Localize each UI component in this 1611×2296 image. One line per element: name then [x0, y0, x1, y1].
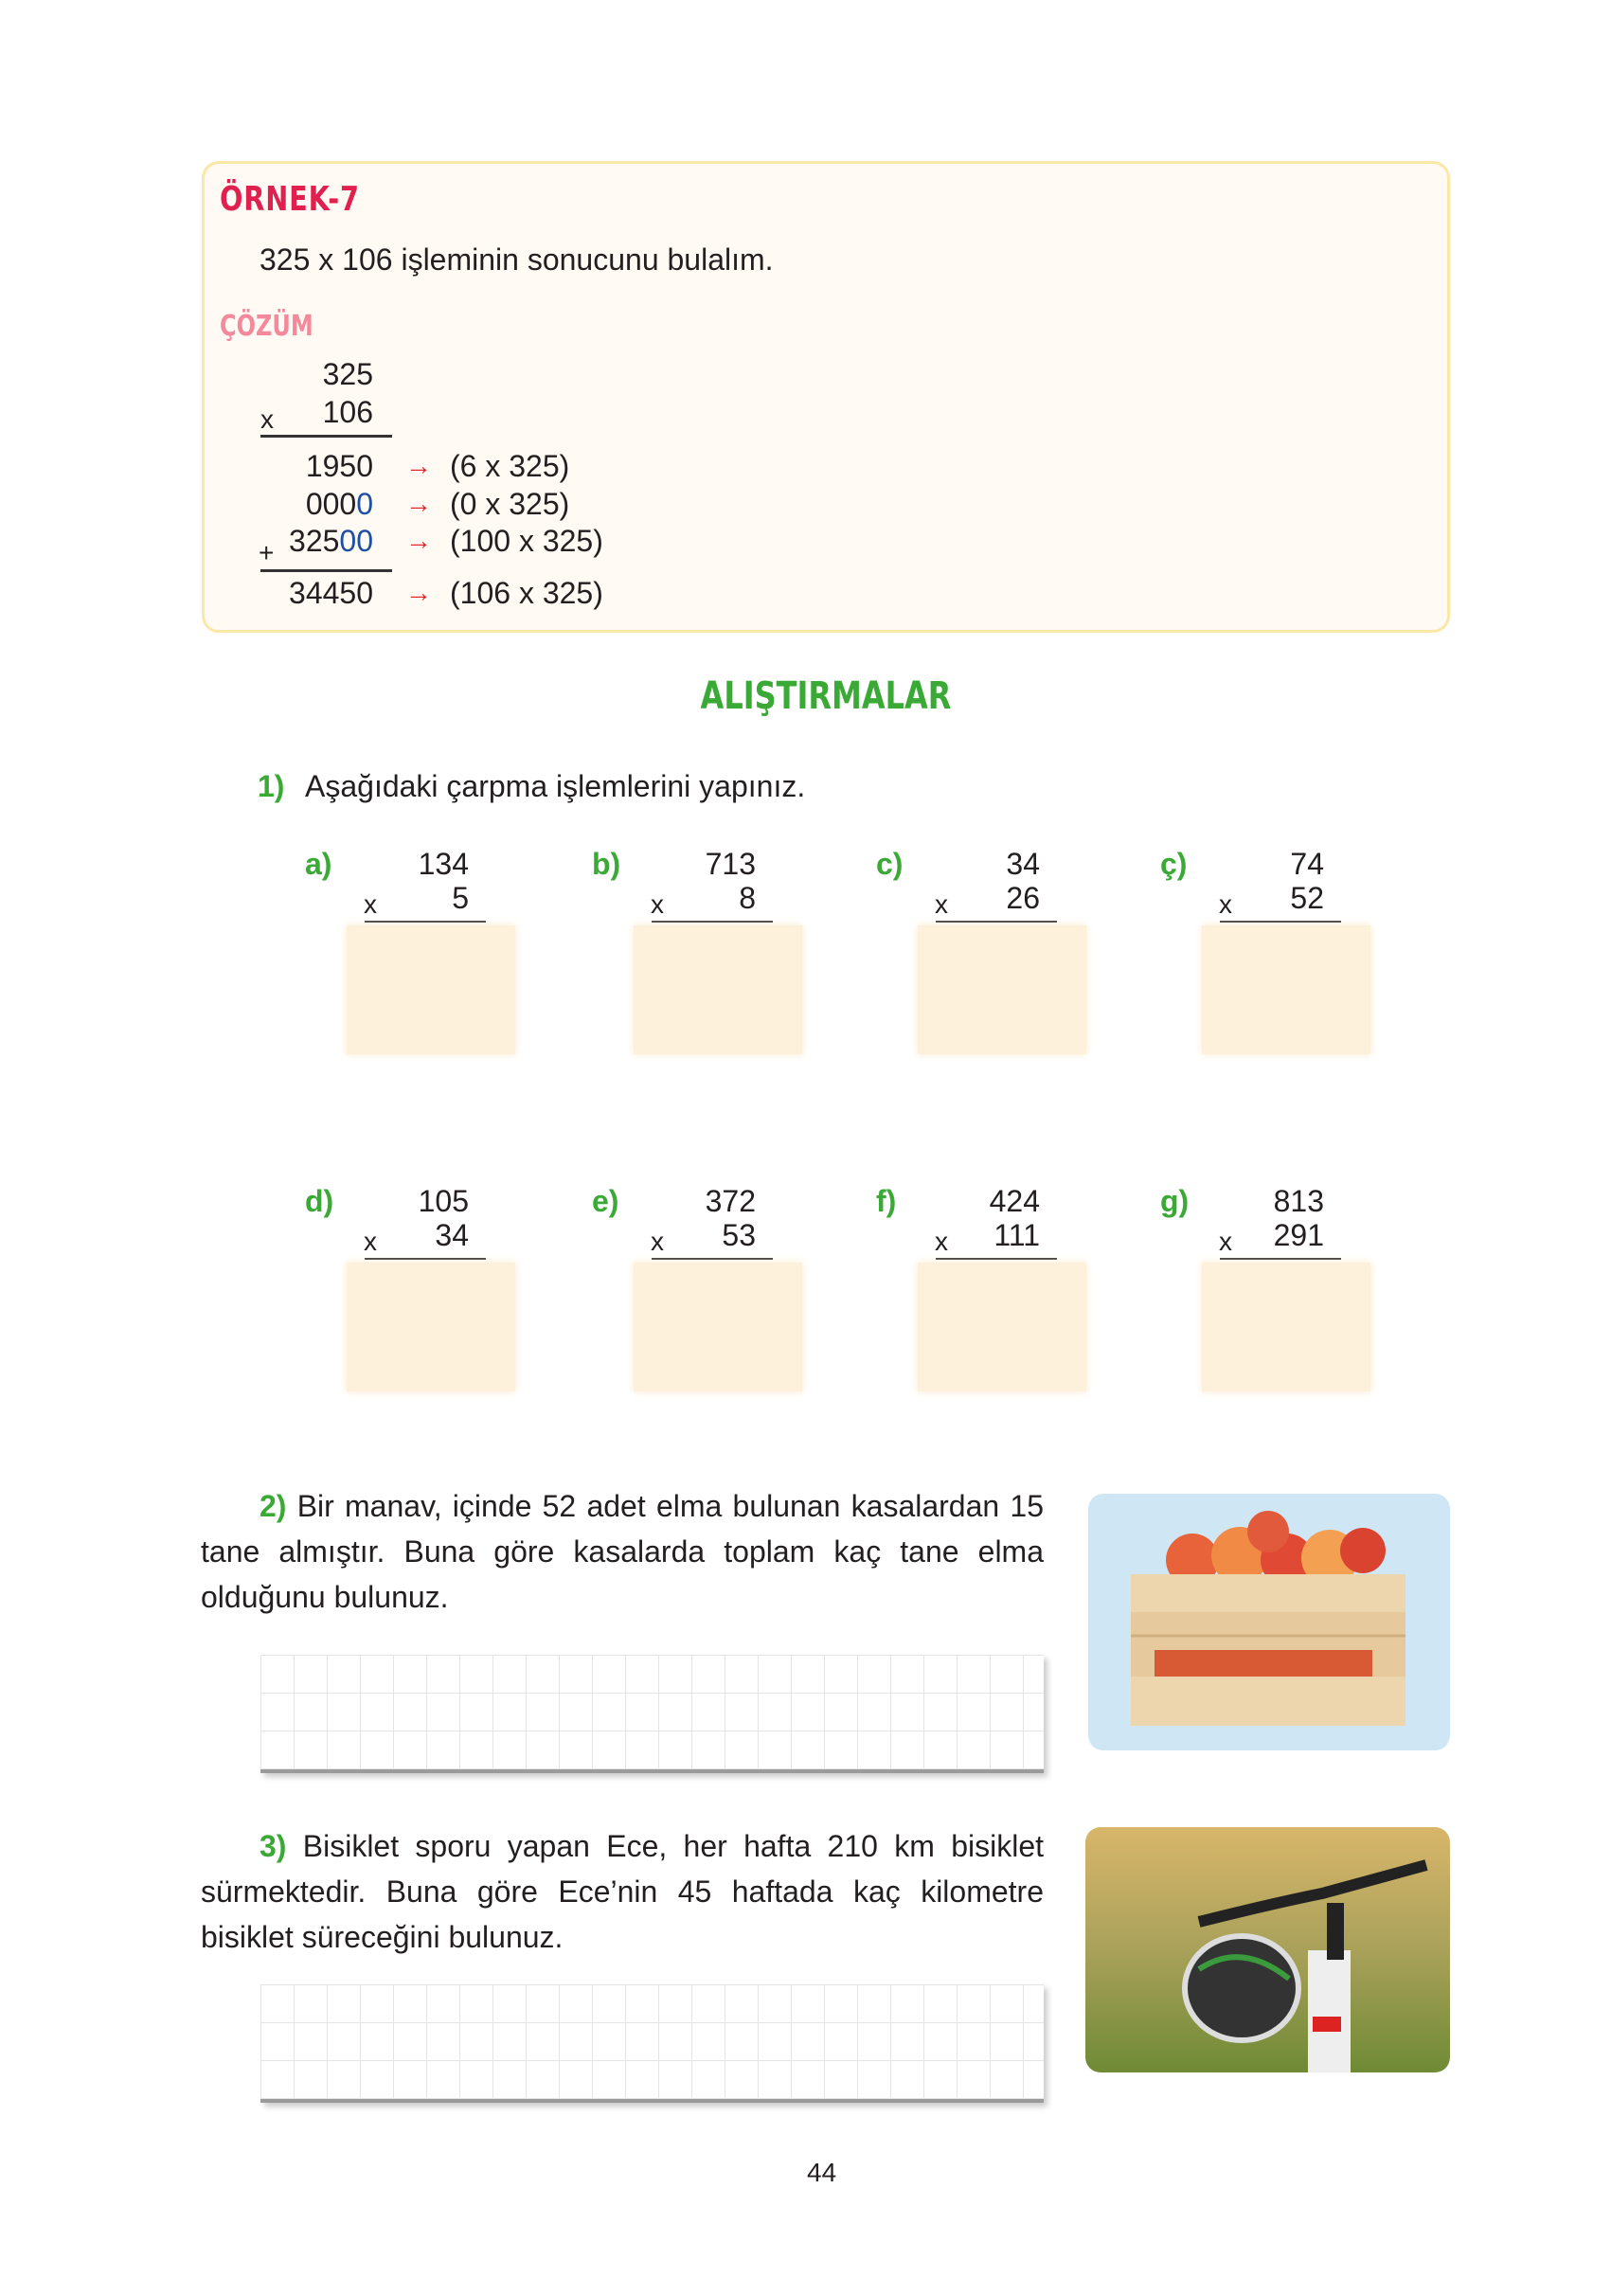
partial-digits: 325: [289, 524, 340, 558]
problem-bottom: 34: [435, 1218, 469, 1252]
answer-box[interactable]: [1202, 925, 1370, 1054]
partial-product: [222, 524, 373, 559]
q1-text: Aşağıdaki çarpma işlemlerini yapınız.: [305, 769, 806, 803]
partial-note: (6 x 325): [450, 449, 570, 483]
solution-label: ÇÖZÜM: [220, 310, 313, 343]
problem-bottom: 26: [1006, 881, 1040, 915]
multiplicand: 325: [322, 357, 373, 391]
example-box: [202, 161, 1450, 633]
plus-sign: +: [259, 538, 275, 567]
bicycle-helmet-icon: [1085, 1827, 1450, 2072]
problem-line: [365, 921, 486, 923]
problem-top: 74: [1290, 847, 1324, 881]
problem-top: 34: [1006, 847, 1040, 881]
result-note: (106 x 325): [450, 576, 603, 610]
example-prompt: 325 x 106 işleminin sonucunu bulalım.: [260, 242, 774, 277]
problem-top: 372: [705, 1184, 756, 1218]
problem-bottom: 52: [1290, 881, 1324, 915]
problem-label: e): [592, 1184, 619, 1218]
partial-product: [222, 449, 373, 484]
answer-box[interactable]: [634, 1263, 802, 1391]
problem-top: 105: [418, 1184, 469, 1218]
result: 34450: [289, 576, 373, 610]
times-sign: x: [364, 889, 377, 919]
problem-label: g): [1160, 1184, 1190, 1218]
problem-line: [652, 921, 773, 923]
problem-bottom: 291: [1273, 1218, 1324, 1252]
times-sign: x: [260, 404, 274, 434]
divider-line: [260, 435, 392, 438]
problem-top: 134: [418, 847, 469, 881]
problem-label: f): [876, 1184, 897, 1218]
problem-top: 813: [1273, 1184, 1324, 1218]
answer-box[interactable]: [1202, 1263, 1370, 1391]
arrow-icon: →: [405, 578, 432, 607]
times-sign: x: [651, 1227, 664, 1256]
page-number: 44: [807, 2158, 837, 2187]
q3-number: 3): [260, 1829, 287, 1863]
problem-line: [936, 1258, 1057, 1260]
q3-answer-grid[interactable]: [260, 1984, 1044, 2103]
problem-label: ç): [1160, 847, 1188, 881]
problem-label: c): [876, 847, 904, 881]
multiplier: 106: [322, 395, 373, 429]
answer-box[interactable]: [347, 1263, 515, 1391]
arrow-icon: →: [405, 451, 432, 480]
problem-label: a): [305, 847, 332, 881]
problem-bottom: 8: [739, 881, 756, 915]
apple-crate-image: [1088, 1494, 1450, 1750]
exercises-heading: ALIŞTIRMALAR: [700, 674, 952, 718]
problem-bottom: 111: [993, 1218, 1040, 1252]
problem-line: [1220, 1258, 1341, 1260]
partial-note: (100 x 325): [450, 524, 603, 558]
q2-text: Bir manav, içinde 52 adet elma bulunan kasalardan 15 tane almıştır. Buna göre kasalarda toplam kaç tane elma olduğunu bulunuz.: [201, 1489, 1045, 1614]
apple-crate-icon: [1088, 1494, 1450, 1750]
times-sign: x: [935, 889, 948, 919]
times-sign: x: [1219, 1227, 1232, 1256]
q3-text: Bisiklet sporu yapan Ece, her hafta 210 km bisiklet sürmektedir. Buna göre Ece’nin 45 haftada kaç kilometre bisiklet süreceğini bulunuz.: [201, 1829, 1045, 1954]
placeholder-zeros: 00: [339, 524, 373, 558]
times-sign: x: [364, 1227, 377, 1256]
times-sign: x: [1219, 889, 1232, 919]
answer-box[interactable]: [918, 925, 1086, 1054]
partial-product: [222, 487, 373, 522]
times-sign: x: [651, 889, 664, 919]
problem-line: [652, 1258, 773, 1260]
times-sign: x: [935, 1227, 948, 1256]
q3-paragraph: [201, 1823, 1044, 1960]
answer-box[interactable]: [347, 925, 515, 1054]
q2-answer-grid[interactable]: [260, 1655, 1044, 1773]
arrow-icon: →: [405, 489, 432, 518]
q1-number: 1): [258, 769, 285, 803]
q2-paragraph: [201, 1483, 1044, 1620]
partial-digits: 1950: [305, 449, 373, 483]
problem-line: [1220, 921, 1341, 923]
q2-number: 2): [260, 1489, 287, 1523]
arrow-icon: →: [405, 526, 432, 555]
problem-bottom: 5: [452, 881, 469, 915]
answer-box[interactable]: [918, 1263, 1086, 1391]
problem-top: 713: [705, 847, 756, 881]
placeholder-zeros: 0: [356, 487, 373, 521]
partial-note: (0 x 325): [450, 487, 570, 521]
sum-line: [260, 569, 392, 572]
problem-top: 424: [989, 1184, 1040, 1218]
partial-digits: 000: [305, 487, 357, 521]
answer-box[interactable]: [634, 925, 802, 1054]
problem-label: b): [592, 847, 621, 881]
problem-line: [365, 1258, 486, 1260]
problem-line: [936, 921, 1057, 923]
bicycle-image: [1085, 1827, 1450, 2072]
problem-bottom: 53: [722, 1218, 756, 1252]
problem-label: d): [305, 1184, 334, 1218]
example-title: ÖRNEK-7: [220, 180, 360, 219]
